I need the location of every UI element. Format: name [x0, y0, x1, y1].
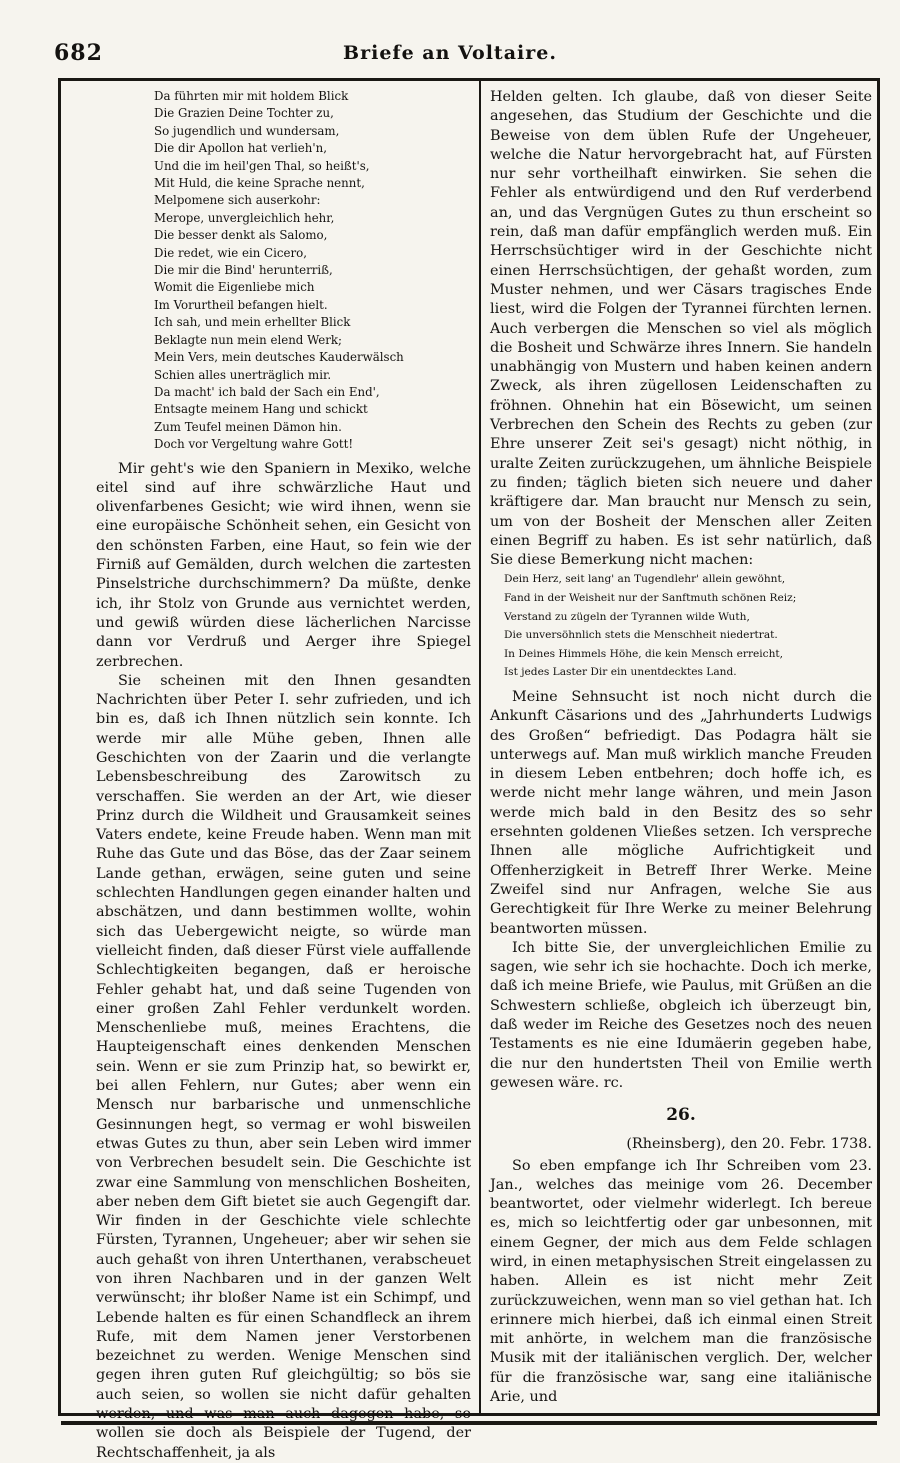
poem-line: Die dir Apollon hat verlieh'n, — [154, 141, 327, 156]
letter-number: 26. — [666, 1105, 696, 1126]
poem-line: Die besser denkt als Salomo, — [154, 228, 328, 243]
paragraph: Ich bitte Sie, der unvergleichlichen Emilie zu sagen, wie sehr ich sie hochachte. Doch ich merke, daß ich meine Briefe, wie Paulus, mit Grüßen an die Schwestern schließe, obgleich ich überzeugt bin, daß weder im Reiche des Gesetzes noch des neuen Testaments es nie eine Idumäerin gegeben habe, die nur den hundertsten Theil von Emilie werth gewesen wäre. rc. — [490, 939, 872, 1091]
paragraph: Meine Sehnsucht ist noch nicht durch die Ankunft Cäsarions und des „Jahrhunderts Ludwigs des Großen“ befriedigt. Das Podagra hält sie unterwegs auf. Man muß wirklich manche Freuden in diesem Leben entbehren; doch hoffe ich, es werde nicht mehr lange währen, und mein Jason werde mich bald in den Besitz des so sehr ersehnten goldenen Vließes setzen. Ich verspreche Ihnen alle mögliche Aufrichtigkeit und Offenherzigkeit in Betreff Ihrer Werke. Meine Zweifel sind nur Anfragen, welche Sie aus Gerechtigkeit für Ihre Werke zu meiner Belehrung beantworten müssen. — [490, 688, 872, 937]
letter-paragraph: So eben empfange ich Ihr Schreiben vom 23. Jan., welches das meinige vom 26. December beantwortet, oder vielmehr widerlegt. Ich bereue es, mich so leichtfertig oder gar unbesonnen, mit einem Gegner, der mich aus dem Felde schlagen wird, in einen metaphysischen Streit eingelassen zu haben. Allein es ist nicht mehr Zeit zurückzuweichen, wenn man so viel gethan hat. Ich erinnere mich hierbei, daß ich einmal einen Streit mit anhörte, in welchem man die französische Musik mit der italiänischen verglich. Der, welcher für die französische war, sang eine italiänische Arie, und — [490, 1157, 872, 1406]
dateline: (Rheinsberg), den 20. Febr. 1738. — [626, 1136, 872, 1153]
poem-line: Ich sah, und mein erhellter Blick — [154, 315, 351, 330]
page-number: 682 — [54, 40, 103, 66]
poem-line: Zum Teufel meinen Dämon hin. — [154, 419, 342, 434]
left-poem — [154, 88, 471, 454]
poem-line: Entsagte meinem Hang und schickt — [154, 402, 368, 417]
poem-line: Die Grazien Deine Tochter zu, — [154, 106, 334, 121]
poem-line: Die mir die Bind' herunterriß, — [154, 263, 333, 278]
poem-line: Fand in der Weisheit nur der Sanftmuth schönen Reiz; — [504, 592, 797, 605]
poem-line: Ist jedes Laster Dir ein unentdecktes Land. — [504, 666, 737, 679]
poem-line: Und die im heil'gen Thal, so heißt's, — [154, 158, 370, 173]
poem-line: Beklagte nun mein elend Werk; — [154, 332, 343, 347]
poem-line: Verstand zu zügeln der Tyrannen wilde Wuth, — [504, 610, 750, 623]
poem-line: So jugendlich und wundersam, — [154, 123, 340, 138]
poem-line: Da macht' ich bald der Sach ein End', — [154, 384, 380, 399]
poem-line: Melpomene sich auserkohr: — [154, 193, 321, 208]
running-title: Briefe an Voltaire. — [343, 42, 557, 64]
poem-line: Die unversöhnlich stets die Menschheit niedertrat. — [504, 629, 778, 642]
paragraph: Sie scheinen mit den Ihnen gesandten Nachrichten über Peter I. sehr zufrieden, und ich bin es, daß ich Ihnen nützlich sein konnte. Ich werde mir alle Mühe geben, Ihnen alle Geschichten von der Zaarin und die verlangte Lebensbeschreibung des Zarowitsch zu verschaffen. Sie werden an der Art, wie dieser Prinz durch die Wildheit und Grausamkeit seines Vaters endete, keine Freude haben. Wenn man mit Ruhe das Gute und das Böse, das der Zaar seinem Lande gethan, erwägen, seine guten und seine schlechten Handlungen gegen einander halten und abschätzen, und dann bestimmen wollte, wohin sich das Uebergewicht neigte, so würde man vielleicht finden, daß dieser Fürst viele auffallende Schlechtigkeiten begangen, daß er heroische Fehler gehabt hat, und daß seine Tugenden von einer großen Zahl Fehler verdunkelt worden. Menschenliebe muß, meines Erachtens, die Haupteigenschaft eines denkenden Menschen sein. Wenn er sie zum Prinzip hat, so bewirkt er, bei allen Fehlern, nur Gutes; aber wenn ein Mensch nur barbarische und unmenschliche Gesinnungen hegt, so vermag er wohl bisweilen etwas Gutes zu thun, aber sein Leben wird immer von Verbrechen besudelt sein. Die Geschichte ist zwar eine Sammlung von menschlichen Bosheiten, aber neben dem Gift bietet sie auch Gegengift dar. Wir finden in der Geschichte viele schlechte Fürsten, Tyrannen, Ungeheuer; aber wir sehen sie auch gehaßt von ihren Unterthanen, verabscheuet von ihren Nachbaren und in der ganzen Welt verwünscht; ihr bloßer Name ist ein Schimpf, und Lebende halten es für einen Schandfleck an ihrem Rufe, mit dem Namen jener Verstorbenen bezeichnet zu werden. Wenige Menschen sind gegen ihren guten Ruf gleichgültig; so bös sie auch seien, so wollen sie nicht dafür gehalten werden, und was man auch dagegen habe, so wollen sie doch als Beispiele der Tugend, der Rechtschaffenheit, ja als — [96, 672, 471, 1461]
column-divider — [479, 78, 481, 1416]
poem-line: Mein Vers, mein deutsches Kauderwälsch — [154, 350, 404, 365]
poem-line: In Deines Himmels Höhe, die kein Mensch erreicht, — [504, 647, 784, 660]
poem-line: Im Vorurtheil befangen hielt. — [154, 297, 328, 312]
poem-line: Die redet, wie ein Cicero, — [154, 245, 307, 260]
paragraph: Mir geht's wie den Spaniern in Mexiko, welche eitel sind auf ihre schwärzliche Haut und olivenfarbenes Gesicht; wie wird ihnen, wenn sie eine europäische Schönheit sehen, ein Gesicht von den schönsten Farben, eine Haut, so fein wie der Firniß auf Gemälden, durch welchen die zartesten Pinselstriche durchschimmern? Da müßte, denke ich, ihr Stolz von Grunde aus vernichtet werden, und gewiß würden diese lächerlichen Narcisse dann vor Verdruß und Aerger ihre Spiegel zerbrechen. — [96, 460, 471, 670]
right-poem — [504, 570, 872, 682]
poem-line: Da führten mir mit holdem Blick — [154, 89, 349, 103]
poem-line: Merope, unvergleichlich hehr, — [154, 210, 335, 225]
poem-line: Doch vor Vergeltung wahre Gott! — [154, 437, 354, 452]
poem-line: Mit Huld, die keine Sprache nennt, — [154, 176, 365, 191]
right-column — [490, 88, 872, 1408]
poem-line: Womit die Eigenliebe mich — [154, 280, 315, 295]
poem-line: Dein Herz, seit lang' an Tugendlehr' allein gewöhnt, — [504, 573, 786, 586]
paragraph-continued: Helden gelten. Ich glaube, daß von dieser Seite angesehen, das Studium der Geschichte und die Beweise von dem üblen Rufe der Ungeheuer, welche die Natur hervorgebracht hat, auf Fürsten nur sehr vortheilhaft einwirken. Sie sehen die Fehler als entwürdigend und den Ruf verderbend an, und das Vergnügen Gutes zu thun erscheint so rein, daß man dafür empfänglich werden muß. Ein Herrschsüchtiger wird in der Geschichte nicht einen Herrschsüchtigen, der gehaßt worden, zum Muster nehmen, und wer Cäsars tragisches Ende liest, wird die Folgen der Tyrannei fürchten lernen. Auch verbergen die Menschen so viel als möglich die Bosheit und Schwärze ihres Innern. Sie handeln unabhängig von Mustern und haben keinen andern Zweck, als ihren zügellosen Leidenschaften zu fröhnen. Ohnehin hat ein Bösewicht, um seinen Verbrechen den Schein des Rechts zu geben (zur Ehre unserer Zeit sei's gesagt) nicht nöthig, in uralte Zeiten zurückzugehen, um ähnliche Beispiele zu finden; täglich bieten sich neuere und daher kräftigere dar. Man braucht nur Mensch zu sein, um von der Bosheit der Menschen aller Zeiten einen Begriff zu haben. Es ist sehr natürlich, daß Sie diese Bemerkung nicht machen: — [490, 89, 872, 569]
left-column — [96, 88, 471, 1461]
poem-line: Schien alles unerträglich mir. — [154, 367, 332, 382]
